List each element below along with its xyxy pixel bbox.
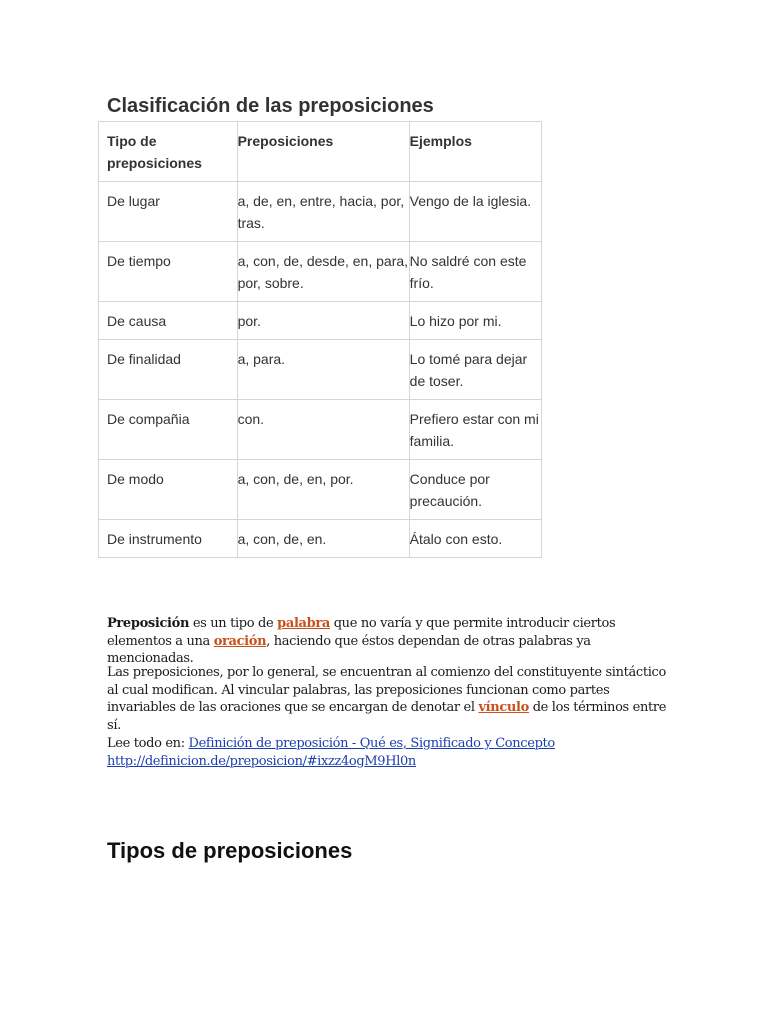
prepositions-cell: a, con, de, en. xyxy=(237,520,409,558)
type-cell: De modo xyxy=(99,460,238,520)
types-heading: Tipos de preposiciones xyxy=(107,838,353,863)
example-cell: Conduce por precaución. xyxy=(409,460,541,520)
source-paragraph xyxy=(107,735,667,770)
prepositions-cell: con. xyxy=(237,400,409,460)
type-cell: De instrumento xyxy=(99,520,238,558)
type-cell: De finalidad xyxy=(99,340,238,400)
example-cell: Lo hizo por mi. xyxy=(409,302,541,340)
table-row xyxy=(99,340,542,400)
table-heading: Clasificación de las preposiciones xyxy=(107,95,434,117)
example-cell: Lo tomé para dejar de toser. xyxy=(409,340,541,400)
term-preposicion: Preposición xyxy=(107,616,190,631)
header-cell-type: Tipo de preposiciones xyxy=(99,122,238,182)
type-cell: De lugar xyxy=(99,182,238,242)
table-header-row xyxy=(99,122,542,182)
source-url-link[interactable]: http://definicion.de/preposicion/#ixzz4ogM9Hl0n xyxy=(107,753,416,769)
example-cell: No saldré con este frío. xyxy=(409,242,541,302)
example-cell: Átalo con esto. xyxy=(409,520,541,558)
definition-text-a: es un tipo de xyxy=(189,616,278,631)
function-paragraph xyxy=(107,664,667,734)
prepositions-cell: a, con, de, desde, en, para, por, sobre. xyxy=(237,242,409,302)
definition-paragraph xyxy=(107,615,667,668)
definition-text-b: que no varía y que permite introducir ciertos elementos a una xyxy=(107,616,616,649)
prepositions-cell: a, de, en, entre, hacia, por, tras. xyxy=(237,182,409,242)
table-row xyxy=(99,520,542,558)
table-row xyxy=(99,182,542,242)
function-text-b: de los términos entre sí. xyxy=(107,700,667,733)
table-row xyxy=(99,460,542,520)
prepositions-cell: por. xyxy=(237,302,409,340)
link-palabra[interactable]: palabra xyxy=(277,616,330,631)
type-cell: De compañia xyxy=(99,400,238,460)
function-text-a: Las preposiciones, por lo general, se encuentran al comienzo del constituyente sintáctico al cual modifican. Al vincular palabras, las preposiciones funcionan como partes invariables de las oraciones que se encargan de denotar el xyxy=(107,665,666,715)
prepositions-cell: a, para. xyxy=(237,340,409,400)
link-oracion[interactable]: oración xyxy=(213,633,267,649)
example-cell: Vengo de la iglesia. xyxy=(409,182,541,242)
source-title-link[interactable]: Definición de preposición - Qué es, Significado y Concepto xyxy=(188,736,555,751)
type-cell: De causa xyxy=(99,302,238,340)
type-cell: De tiempo xyxy=(99,242,238,302)
source-prefix: Lee todo en: xyxy=(107,736,189,751)
definition-text-c: , haciendo que éstos dependan de otras palabras ya mencionadas. xyxy=(107,633,591,666)
example-cell: Prefiero estar con mi familia. xyxy=(409,400,541,460)
header-cell-examples: Ejemplos xyxy=(409,122,541,182)
prepositions-cell: a, con, de, en, por. xyxy=(237,460,409,520)
table-row xyxy=(99,302,542,340)
table-row xyxy=(99,400,542,460)
header-cell-prepositions: Preposiciones xyxy=(237,122,409,182)
table-row xyxy=(99,242,542,302)
link-vinculo[interactable]: vínculo xyxy=(478,700,529,715)
prepositions-table xyxy=(98,121,542,558)
